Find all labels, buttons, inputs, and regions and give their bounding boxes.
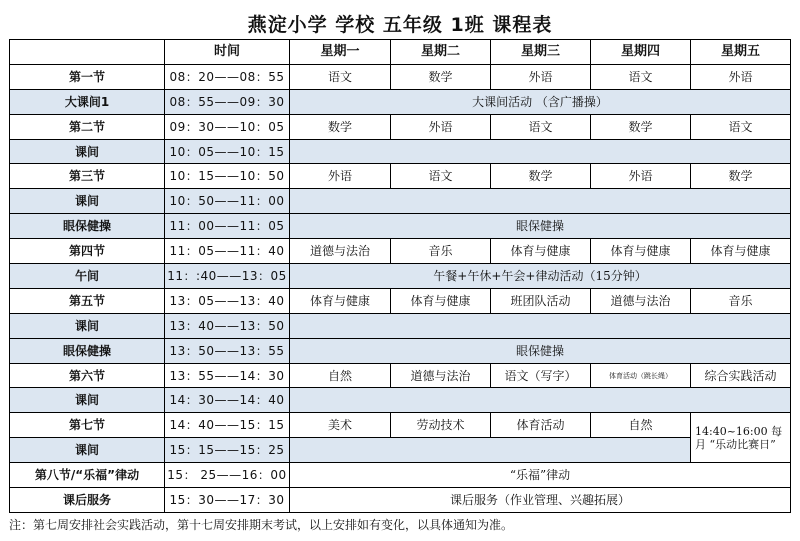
activity-span-cell: 午餐+午休+午会+律动活动（15分钟） xyxy=(290,264,791,289)
subject-cell: 自然 xyxy=(290,363,391,388)
period-label: 课间 xyxy=(10,313,165,338)
time-range: 08：20——08：55 xyxy=(165,64,290,89)
subject-cell: 音乐 xyxy=(691,288,791,313)
time-range: 11：00——11：05 xyxy=(165,214,290,239)
time-range: 15：30——17：30 xyxy=(165,488,290,513)
activity-span-cell xyxy=(290,388,791,413)
table-row xyxy=(10,89,791,114)
subject-cell: 体育与健康 xyxy=(491,239,591,264)
time-range: 13：40——13：50 xyxy=(165,313,290,338)
header-day-wed: 星期三 xyxy=(491,40,591,65)
time-range: 10：05——10：15 xyxy=(165,139,290,164)
time-range: 14：30——14：40 xyxy=(165,388,290,413)
period-label: 第三节 xyxy=(10,164,165,189)
time-range: 08：55——09：30 xyxy=(165,89,290,114)
period-label: 课间 xyxy=(10,189,165,214)
period-label: 大课间1 xyxy=(10,89,165,114)
subject-cell: 语文 xyxy=(691,114,791,139)
subject-cell: 语文 xyxy=(290,64,391,89)
subject-cell: 数学 xyxy=(691,164,791,189)
table-row xyxy=(10,388,791,413)
time-range: 13：05——13：40 xyxy=(165,288,290,313)
period-label: 课间 xyxy=(10,388,165,413)
subject-cell: 劳动技术 xyxy=(391,413,491,438)
subject-cell: 数学 xyxy=(491,164,591,189)
table-row xyxy=(10,64,791,89)
time-range: 15：15——15：25 xyxy=(165,438,290,463)
subject-cell: 外语 xyxy=(691,64,791,89)
header-row xyxy=(10,40,791,65)
header-day-fri: 星期五 xyxy=(691,40,791,65)
subject-cell: 语文 xyxy=(491,114,591,139)
timetable-title: 燕淀小学 学校 五年级 1班 课程表 xyxy=(247,14,553,36)
activity-span-cell xyxy=(290,189,791,214)
table-row xyxy=(10,288,791,313)
subject-cell: 外语 xyxy=(290,164,391,189)
period-label: 课间 xyxy=(10,139,165,164)
period-label: 午间 xyxy=(10,264,165,289)
table-row xyxy=(10,164,791,189)
period-label: 第二节 xyxy=(10,114,165,139)
table-row xyxy=(10,338,791,363)
subject-cell: 音乐 xyxy=(391,239,491,264)
time-range: 11：05——11：40 xyxy=(165,239,290,264)
time-range: 15： 25——16：00 xyxy=(165,463,290,488)
activity-span-cell xyxy=(290,438,691,463)
subject-cell: 体育活动 xyxy=(491,413,591,438)
subject-cell: 语文（写字） xyxy=(491,363,591,388)
period-label: 课后服务 xyxy=(10,488,165,513)
period-label: 眼保健操 xyxy=(10,338,165,363)
header-blank-cell xyxy=(10,40,165,65)
subject-cell: 外语 xyxy=(391,114,491,139)
period-label: 课间 xyxy=(10,438,165,463)
time-range: 09：30——10：05 xyxy=(165,114,290,139)
time-range: 13：55——14：30 xyxy=(165,363,290,388)
time-range: 10：15——10：50 xyxy=(165,164,290,189)
activity-span-cell: “乐福”律动 xyxy=(290,463,791,488)
table-row xyxy=(10,463,791,488)
subject-cell: 外语 xyxy=(591,164,691,189)
activity-span-cell: 眼保健操 xyxy=(290,338,791,363)
table-row xyxy=(10,214,791,239)
period-label: 第一节 xyxy=(10,64,165,89)
timetable xyxy=(9,39,791,513)
table-row xyxy=(10,413,791,438)
table-row xyxy=(10,264,791,289)
subject-cell: 体育活动（跳长绳） xyxy=(591,363,691,388)
table-row xyxy=(10,239,791,264)
subject-cell: 自然 xyxy=(591,413,691,438)
activity-span-cell: 眼保健操 xyxy=(290,214,791,239)
time-range: 14：40——15：15 xyxy=(165,413,290,438)
table-row xyxy=(10,363,791,388)
header-day-tue: 星期二 xyxy=(391,40,491,65)
activity-span-cell: 大课间活动 （含广播操） xyxy=(290,89,791,114)
period-label: 第五节 xyxy=(10,288,165,313)
header-time: 时间 xyxy=(165,40,290,65)
subject-cell: 数学 xyxy=(391,64,491,89)
activity-span-cell xyxy=(290,139,791,164)
table-row xyxy=(10,114,791,139)
subject-cell: 体育与健康 xyxy=(391,288,491,313)
subject-cell: 数学 xyxy=(290,114,391,139)
activity-span-cell xyxy=(290,313,791,338)
subject-cell: 体育与健康 xyxy=(290,288,391,313)
period-label: 第四节 xyxy=(10,239,165,264)
subject-cell: 道德与法治 xyxy=(591,288,691,313)
table-row xyxy=(10,139,791,164)
footnote: 注：第七周安排社会实践活动，第十七周安排期末考试，以上安排如有变化，以具体通知为准。 xyxy=(9,518,514,532)
period-label: 第七节 xyxy=(10,413,165,438)
subject-cell: 语文 xyxy=(391,164,491,189)
time-range: 13：50——13：55 xyxy=(165,338,290,363)
subject-cell: 体育与健康 xyxy=(691,239,791,264)
subject-cell: 语文 xyxy=(591,64,691,89)
subject-cell: 班团队活动 xyxy=(491,288,591,313)
period-label: 第六节 xyxy=(10,363,165,388)
subject-cell: 道德与法治 xyxy=(290,239,391,264)
subject-cell: 数学 xyxy=(591,114,691,139)
table-row xyxy=(10,438,791,463)
activity-span-cell: 课后服务（作业管理、兴趣拓展） xyxy=(290,488,791,513)
subject-cell: 美术 xyxy=(290,413,391,438)
time-range: 10：50——11：00 xyxy=(165,189,290,214)
subject-cell: 体育与健康 xyxy=(591,239,691,264)
subject-cell: 道德与法治 xyxy=(391,363,491,388)
header-day-mon: 星期一 xyxy=(290,40,391,65)
time-range: 11：:40——13：05 xyxy=(165,264,290,289)
table-row xyxy=(10,488,791,513)
friday-merged-cell: 14:40~16:00 每月 “乐动比赛日” xyxy=(691,413,791,463)
table-row xyxy=(10,189,791,214)
subject-cell: 综合实践活动 xyxy=(691,363,791,388)
header-day-thu: 星期四 xyxy=(591,40,691,65)
period-label: 眼保健操 xyxy=(10,214,165,239)
period-label: 第八节/“乐福”律动 xyxy=(10,463,165,488)
table-row xyxy=(10,313,791,338)
subject-cell: 外语 xyxy=(491,64,591,89)
